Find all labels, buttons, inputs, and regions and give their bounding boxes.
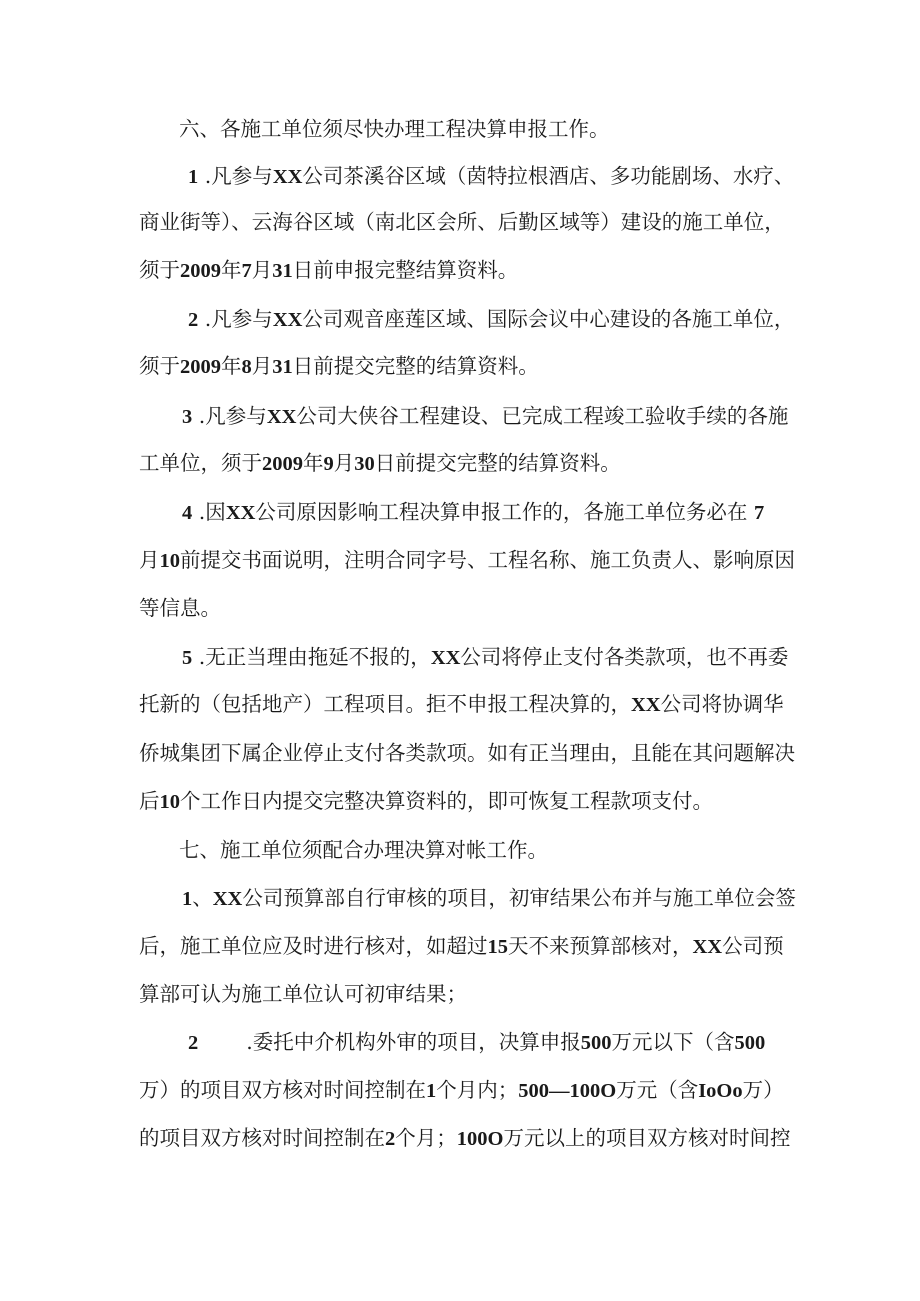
item-6-1-line-1: 1 .凡参与XX公司茶溪谷区域（茵特拉根酒店、多功能剧场、水疗、 [188, 164, 795, 188]
item-6-2-line-1: 2 .凡参与XX公司观音座莲区域、国际会议中心建设的各施工单位， [188, 307, 795, 331]
item-6-2-line-2: 须于2009年8月31日前提交完整的结算资料。 [139, 354, 539, 378]
item-6-4-line-1: 4 .因XX公司原因影响工程决算申报工作的，各施工单位务必在 7 [182, 500, 765, 524]
item-7-1-line-1: 1、XX公司预算部自行审核的项目，初审结果公布并与施工单位会签 [182, 886, 796, 910]
section-6-heading: 六、各施工单位须尽快办理工程决算申报工作。 [179, 117, 610, 141]
item-7-2-line-3: 的项目双方核对时间控制在2个月；100O万元以上的项目双方核对时间控 [139, 1126, 791, 1150]
item-6-4-line-3: 等信息。 [139, 596, 221, 620]
item-6-5-line-2: 托新的（包括地产）工程项目。拒不申报工程决算的，XX公司将协调华 [139, 692, 784, 716]
item-6-5-line-3: 侨城集团下属企业停止支付各类款项。如有正当理由，且能在其问题解决 [139, 741, 795, 765]
item-7-2-line-2: 万）的项目双方核对时间控制在1个月内；500—100O万元（含IoOo万） [139, 1078, 784, 1102]
item-6-4-line-2: 月10前提交书面说明，注明合同字号、工程名称、施工负责人、影响原因 [139, 548, 795, 572]
item-6-3-line-2: 工单位，须于2009年9月30日前提交完整的结算资料。 [139, 451, 621, 475]
item-6-5-line-1: 5 .无正当理由拖延不报的，XX公司将停止支付各类款项，也不再委 [182, 645, 789, 669]
item-7-1-line-2: 后，施工单位应及时进行核对，如超过15天不来预算部核对，XX公司预 [139, 934, 784, 958]
item-7-2-line-1: 2 .委托中介机构外审的项目，决算申报500万元以下（含500 [188, 1030, 766, 1054]
item-6-1-line-3: 须于2009年7月31日前申报完整结算资料。 [139, 258, 519, 282]
item-6-1-line-2: 商业街等）、云海谷区域（南北区会所、后勤区域等）建设的施工单位， [139, 210, 785, 234]
section-7-heading: 七、施工单位须配合办理决算对帐工作。 [179, 838, 548, 862]
item-6-5-line-4: 后10个工作日内提交完整决算资料的，即可恢复工程款项支付。 [139, 789, 713, 813]
item-7-1-line-3: 算部可认为施工单位认可初审结果； [139, 982, 467, 1006]
item-6-3-line-1: 3 .凡参与XX公司大侠谷工程建设、已完成工程竣工验收手续的各施 [182, 404, 789, 428]
